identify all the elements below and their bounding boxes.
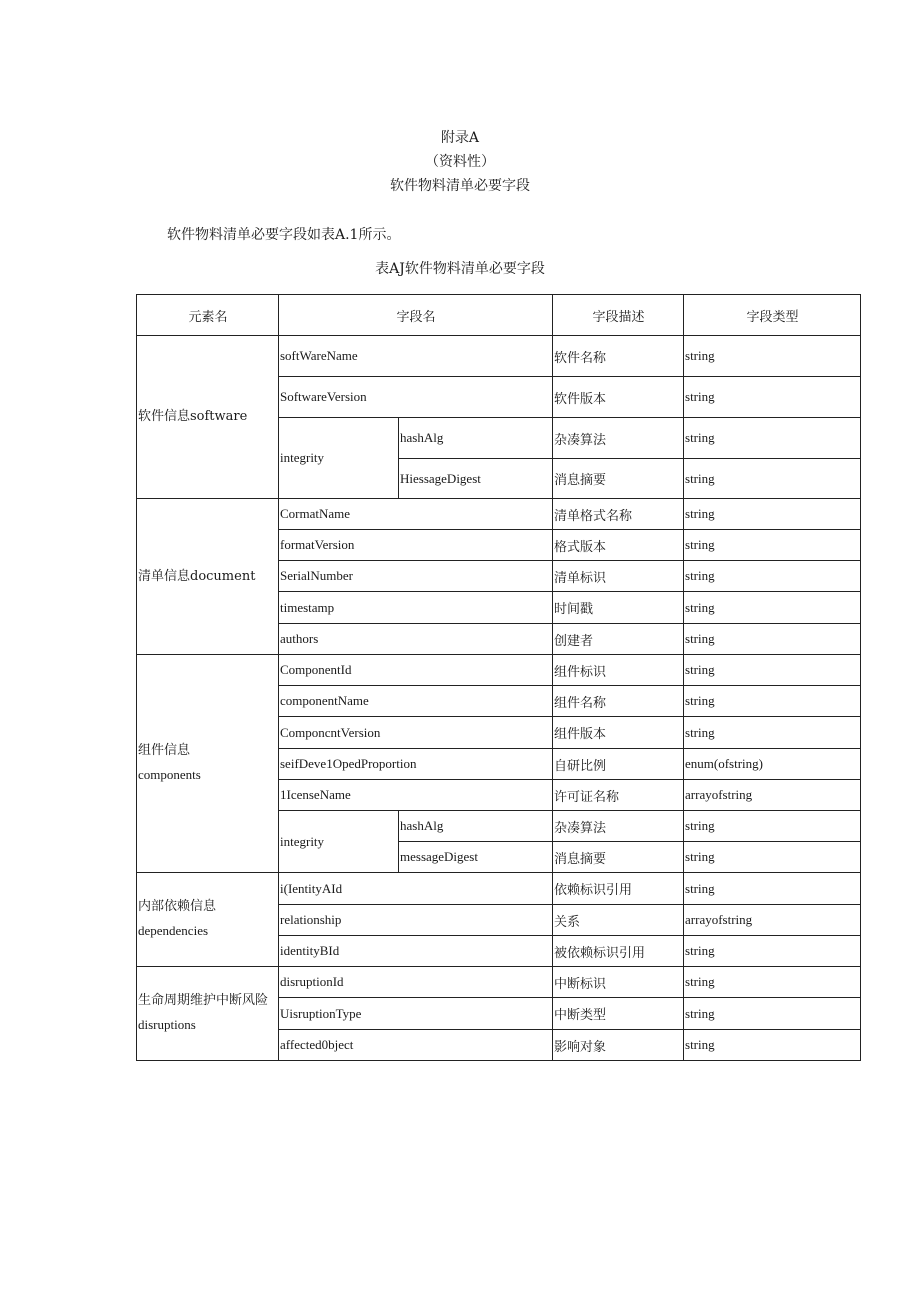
field-desc-cell: 中断类型 (553, 998, 684, 1030)
table-row (137, 967, 861, 998)
field-desc-cell: 软件名称 (553, 336, 684, 377)
field-desc-cell: 影响对象 (553, 1030, 684, 1061)
table-row (137, 499, 861, 530)
field-name-cell: SoftwareVersion (279, 377, 553, 418)
field-type-cell: string (684, 967, 861, 998)
field-desc-cell: 消息摘要 (553, 459, 684, 499)
field-name-cell: ComponcntVersion (279, 717, 553, 749)
field-desc-cell: 组件名称 (553, 686, 684, 717)
field-desc-cell: 依赖标识引用 (553, 873, 684, 905)
field-desc-cell: 自研比例 (553, 749, 684, 780)
field-type-cell: arrayofstring (684, 780, 861, 811)
field-name-cell: UisruptionType (279, 998, 553, 1030)
field-name-cell: componentName (279, 686, 553, 717)
field-name-cell: CormatName (279, 499, 553, 530)
required-fields-table (136, 294, 861, 1061)
field-desc-cell: 杂凑算法 (553, 811, 684, 842)
table-row (137, 655, 861, 686)
field-type-cell: enum(ofstring) (684, 749, 861, 780)
field-name-cell: seifDeve1OpedProportion (279, 749, 553, 780)
field-name-cell: formatVersion (279, 530, 553, 561)
field-name-cell: integrity (279, 418, 399, 499)
element-disruptions (137, 967, 279, 1061)
subfield-name-cell: HiessageDigest (399, 459, 553, 499)
appendix-heading: 软件物料清单必要字段 (390, 178, 530, 194)
element-label-cn: 组件信息 (138, 743, 191, 758)
table-row (137, 336, 861, 377)
field-name-cell: disruptionId (279, 967, 553, 998)
appendix-subtitle: （资料性） (425, 154, 495, 170)
element-document: 清单信息document (137, 499, 279, 655)
intro-paragraph: 软件物料清单必要字段如表A.1所示。 (167, 227, 401, 243)
field-desc-cell: 清单格式名称 (553, 499, 684, 530)
header-element-name: 元素名 (137, 295, 279, 336)
field-name-cell: i(IentityAId (279, 873, 553, 905)
field-name-cell: SerialNumber (279, 561, 553, 592)
field-type-cell: arrayofstring (684, 905, 861, 936)
element-label-cn: 生命周期维护中断风险 (138, 993, 269, 1008)
field-type-cell: string (684, 499, 861, 530)
element-software: 软件信息software (137, 336, 279, 499)
field-type-cell: string (684, 655, 861, 686)
field-name-cell: integrity (279, 811, 399, 873)
subfield-name-cell: hashAlg (399, 418, 553, 459)
field-type-cell: string (684, 561, 861, 592)
element-label-en: disruptions (138, 1017, 196, 1032)
subfield-name-cell: messageDigest (399, 842, 553, 873)
field-desc-cell: 软件版本 (553, 377, 684, 418)
field-name-cell: ComponentId (279, 655, 553, 686)
header-field-type: 字段类型 (684, 295, 861, 336)
appendix-title: 附录A (440, 130, 480, 146)
field-type-cell: string (684, 624, 861, 655)
field-desc-cell: 被依赖标识引用 (553, 936, 684, 967)
field-name-cell: 1IcenseName (279, 780, 553, 811)
header-field-description: 字段描述 (553, 295, 684, 336)
table-header-row (137, 295, 861, 336)
element-label-en: components (138, 767, 201, 782)
field-type-cell: string (684, 592, 861, 624)
field-type-cell: string (684, 336, 861, 377)
field-type-cell: string (684, 459, 861, 499)
field-desc-cell: 许可证名称 (553, 780, 684, 811)
field-type-cell: string (684, 1030, 861, 1061)
field-name-cell: relationship (279, 905, 553, 936)
field-name-cell: authors (279, 624, 553, 655)
field-desc-cell: 清单标识 (553, 561, 684, 592)
field-type-cell: string (684, 811, 861, 842)
field-type-cell: string (684, 418, 861, 459)
field-desc-cell: 杂凑算法 (553, 418, 684, 459)
field-type-cell: string (684, 936, 861, 967)
field-type-cell: string (684, 530, 861, 561)
table-row (137, 873, 861, 905)
field-desc-cell: 消息摘要 (553, 842, 684, 873)
field-desc-cell: 组件标识 (553, 655, 684, 686)
header-field-name: 字段名 (279, 295, 553, 336)
table-caption: 表AJ软件物料清单必要字段 (375, 261, 545, 277)
subfield-name-cell: hashAlg (399, 811, 553, 842)
field-desc-cell: 时间戳 (553, 592, 684, 624)
field-desc-cell: 格式版本 (553, 530, 684, 561)
element-components (137, 655, 279, 873)
field-name-cell: identityBId (279, 936, 553, 967)
field-name-cell: timestamp (279, 592, 553, 624)
field-desc-cell: 中断标识 (553, 967, 684, 998)
field-type-cell: string (684, 998, 861, 1030)
field-type-cell: string (684, 717, 861, 749)
field-type-cell: string (684, 377, 861, 418)
field-name-cell: affected0bject (279, 1030, 553, 1061)
field-type-cell: string (684, 686, 861, 717)
field-type-cell: string (684, 873, 861, 905)
element-label-cn: 内部依赖信息 (138, 899, 217, 914)
element-label-en: dependencies (138, 923, 209, 938)
field-desc-cell: 组件版本 (553, 717, 684, 749)
field-desc-cell: 关系 (553, 905, 684, 936)
field-type-cell: string (684, 842, 861, 873)
element-dependencies (137, 873, 279, 967)
field-name-cell: softWareName (279, 336, 553, 377)
field-desc-cell: 创建者 (553, 624, 684, 655)
